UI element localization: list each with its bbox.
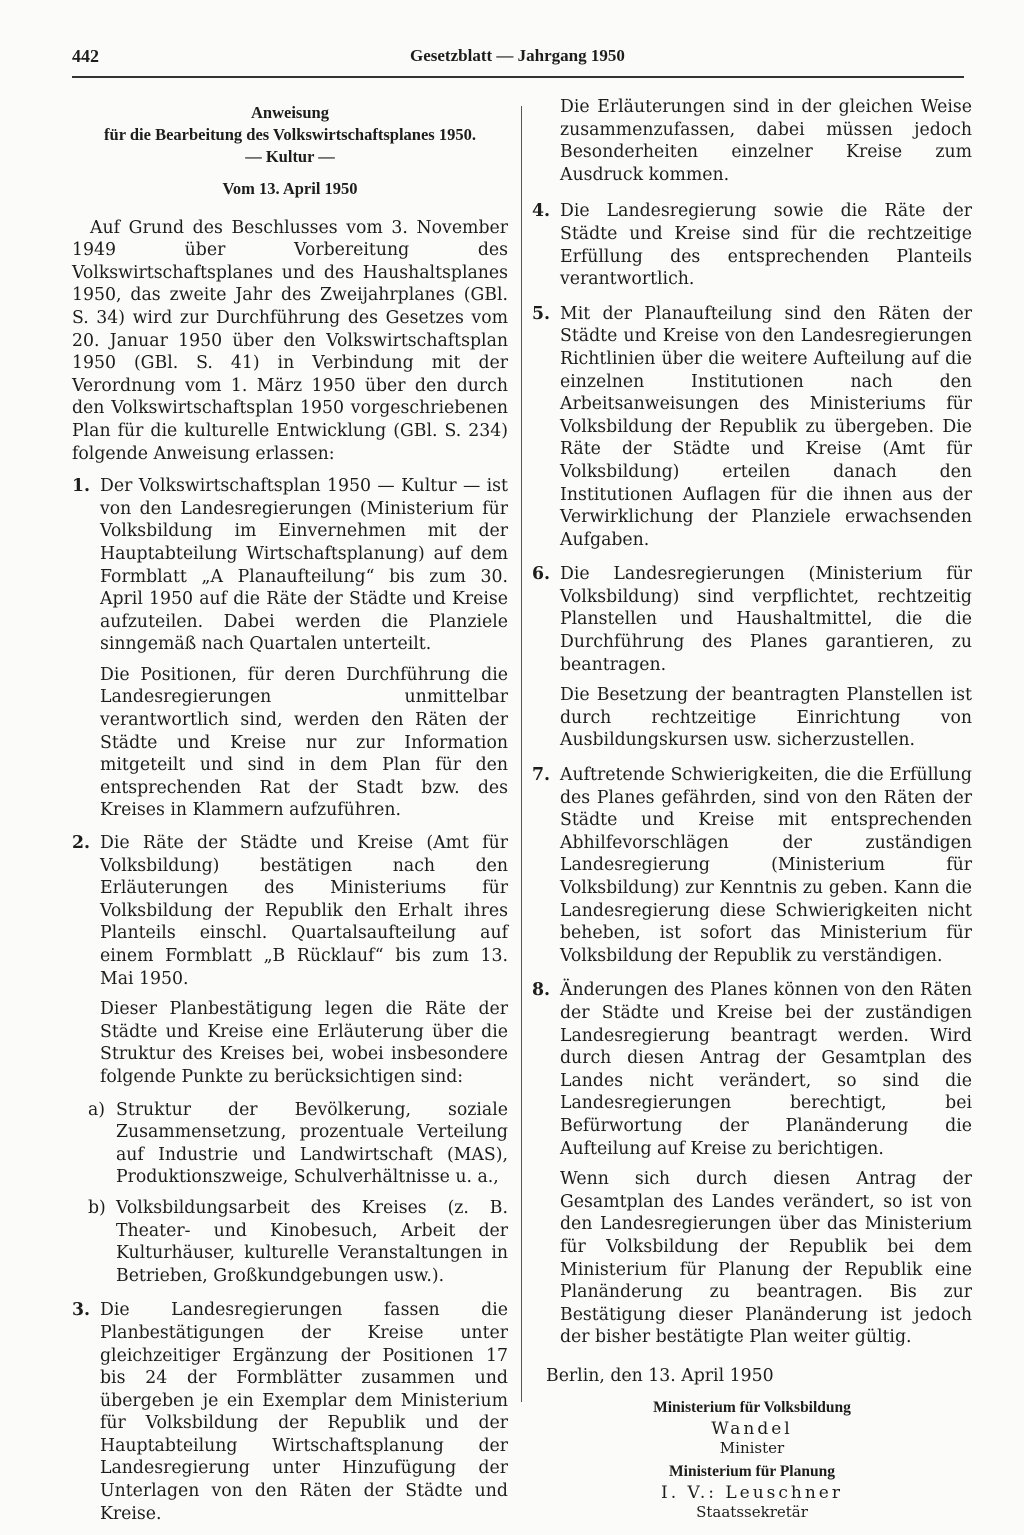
title-line-3: — Kultur — [245, 147, 335, 166]
sub-item-label: a) [88, 1099, 106, 1120]
item-3-continuation: Die Erläuterungen sind in der gleichen Weise zusammenzufassen, dabei müssen jedoch Besonderheiten einzelner Kreise zum Ausdruck kommen. [560, 97, 972, 185]
list-item-8 [532, 979, 972, 1349]
list-item-6 [532, 563, 972, 752]
title-line-2: für die Bearbeitung des Volkswirtschaftsplanes 1950. [104, 125, 476, 144]
list-item-4 [532, 200, 972, 290]
item-text: Die Landesregierungen fassen die Planbestätigungen der Kreise unter gleichzeitiger Ergänzung der Positionen 17 bis 24 der Formblätter zusammen und übergeben je ein Exemplar dem Ministerium für Volksbildung der Republik und der Hauptabteilung Wirtschaftsplanung der Landesregierung unter Hinzufügung der Unterlagen von den Räten der Städte und Kreise. [100, 1300, 508, 1524]
item-number: 8. [532, 980, 551, 1001]
list-item-2 [72, 832, 508, 1089]
signature-name-1: Wandel [711, 1419, 793, 1440]
item-number: 1. [72, 476, 91, 497]
signature-ministry-2: Ministerium für Planung [669, 1463, 835, 1481]
document-title [72, 102, 508, 168]
item-number: 5. [532, 303, 551, 324]
sub-item-a [72, 1099, 508, 1189]
column-divider [521, 106, 522, 1402]
item-number: 7. [532, 765, 551, 786]
list-item-7 [532, 764, 972, 967]
item-text: Die Landesregierung sowie die Räte der Städte und Kreise sind für die rechtzeitige Erfüllung des entsprechenden Planteils verantwortlich. [560, 201, 972, 290]
item-text: Dieser Planbestätigung legen die Räte der Städte und Kreise eine Erläuterung über die Struktur des Kreises bei, wobei insbesondere folgende Punkte zu berücksichtigen sind: [100, 999, 508, 1087]
title-line-1: Anweisung [251, 103, 329, 122]
item-text: Die Räte der Städte und Kreise (Amt für Volksbildung) bestätigen nach den Erläuterungen des Ministeriums für Volksbildung der Republik den Erhalt ihres Planteils einschl. Quartalsaufteilung auf einem Formblatt „B Rücklauf“ bis zum 13. Mai 1950. [100, 833, 508, 989]
signature-block [532, 1397, 972, 1521]
left-column [72, 96, 508, 1535]
sub-item-text: Struktur der Bevölkerung, soziale Zusammensetzung, prozentuale Verteilung auf Industrie und Landwirtschaft (MAS), Produktionszweige, Schulverhältnisse u. a., [116, 1099, 508, 1188]
item-number: 6. [532, 564, 551, 585]
header-rule [72, 76, 964, 78]
signature-role-1: Minister [719, 1439, 785, 1458]
item-text: Wenn sich durch diesen Antrag der Gesamtplan des Landes verändert, so ist von den Landesregierungen über das Ministerium für Volksbildung der Republik bei dem Ministerium für Planung der Republik eine Planänderung zu beantragen. Bis zur Bestätigung dieser Planänderung ist jedoch der bisher bestätigte Plan weiter gültig. [560, 1169, 972, 1348]
item-text: Änderungen des Planes können von den Räten der Städte und Kreise bei der zuständigen Landesregierung beantragt werden. Wird durch diesen Antrag der Gesamtplan des Landes nicht verändert, so sind die Landesregierungen berechtigt, bei Befürwortung der Planänderung die Aufteilung auf Kreise zu berichtigen. [560, 980, 972, 1159]
running-title: Gesetzblatt — Jahrgang 1950 [410, 46, 625, 65]
signature-name-2: I. V.: Leuschner [661, 1483, 843, 1504]
sub-item-label: b) [88, 1197, 106, 1218]
right-column [532, 96, 972, 1521]
closing-place-date: Berlin, den 13. April 1950 [546, 1365, 774, 1386]
item-text: Mit der Planaufteilung sind den Räten der Städte und Kreise von den Landesregierungen Richtlinien über die weitere Aufteilung auf die einzelnen Institutionen nach den Arbeitsanweisungen des Ministeriums für Volksbildung der Republik zu übergeben. Die Räte der Städte und Kreise (Amt für Volksbildung) erteilen danach den Institutionen Auflagen für die ihnen aus der Verwirklichung der Planziele erwachsenden Aufgaben. [560, 303, 972, 550]
list-item-1 [72, 475, 508, 822]
intro-paragraph: Auf Grund des Beschlusses vom 3. November 1949 über Vorbereitung des Volkswirtschaftsplanes und des Haushaltsplanes 1950, das zweite Jahr des Zweijahrplanes (GBl. S. 34) wird zur Durchführung des Gesetzes vom 20. Januar 1950 über den Volkswirtschaftsplan 1950 (GBl. S. 41) in Verbindung mit der Verordnung vom 1. März 1950 über den durch den Volkswirtschaftsplan 1950 vorgeschriebenen Plan für die kulturelle Entwicklung (GBl. S. 234) folgende Anweisung erlassen: [72, 217, 508, 464]
document-date: Vom 13. April 1950 [222, 179, 358, 198]
item-text: Die Positionen, für deren Durchführung die Landesregierungen unmittelbar verantwortlich sind, werden den Räten der Städte und Kreise nur zur Information mitgeteilt und sind in dem Plan für den entsprechenden Rat der Stadt bzw. des Kreises in Klammern aufzuführen. [100, 664, 508, 821]
item-text: Die Besetzung der beantragten Planstellen ist durch rechtzeitige Einrichtung von Ausbildungskursen usw. sicherzustellen. [560, 685, 972, 751]
signature-role-2: Staatssekretär [696, 1503, 808, 1522]
item-text: Auftretende Schwierigkeiten, die die Erfüllung des Planes gefährden, sind von den Räten der Städte und Kreise mit entsprechenden Abhilfevorschlägen der zuständigen Landesregierung (Ministerium für Volksbildung) zur Kenntnis zu geben. Kann die Landesregierung diese Schwierigkeiten nicht beheben, ist sofort das Ministerium für Volksbildung der Republik zu verständigen. [560, 765, 972, 966]
page-header [72, 46, 964, 74]
sub-item-b [72, 1197, 508, 1287]
item-number: 4. [532, 201, 551, 222]
list-item-5 [532, 303, 972, 552]
signature-ministry-1: Ministerium für Volksbildung [653, 1399, 851, 1417]
item-number: 2. [72, 833, 91, 854]
item-text: Die Landesregierungen (Ministerium für Volksbildung) sind verpflichtet, rechtzeitig Planstellen und Haushaltmittel, die die Durchführung des Planes garantieren, zu beantragen. [560, 564, 972, 675]
page-number: 442 [72, 46, 99, 66]
item-number: 3. [72, 1300, 91, 1321]
item-text: Der Volkswirtschaftsplan 1950 — Kultur — ist von den Landesregierungen (Ministerium für Volksbildung im Einvernehmen mit der Hauptabteilung Wirtschaftsplanung) auf dem Formblatt „A Planaufteilung“ bis zum 30. April 1950 auf die Räte der Städte und Kreise aufzuteilen. Dabei werden die Planziele sinngemäß nach Quartalen unterteilt. [100, 476, 508, 655]
sub-item-text: Volksbildungsarbeit des Kreises (z. B. Theater- und Kinobesuch, Arbeit der Kulturhäuser, kulturelle Veranstaltungen in Betrieben, Großkundgebungen usw.). [116, 1197, 508, 1286]
list-item-3 [72, 1299, 508, 1525]
